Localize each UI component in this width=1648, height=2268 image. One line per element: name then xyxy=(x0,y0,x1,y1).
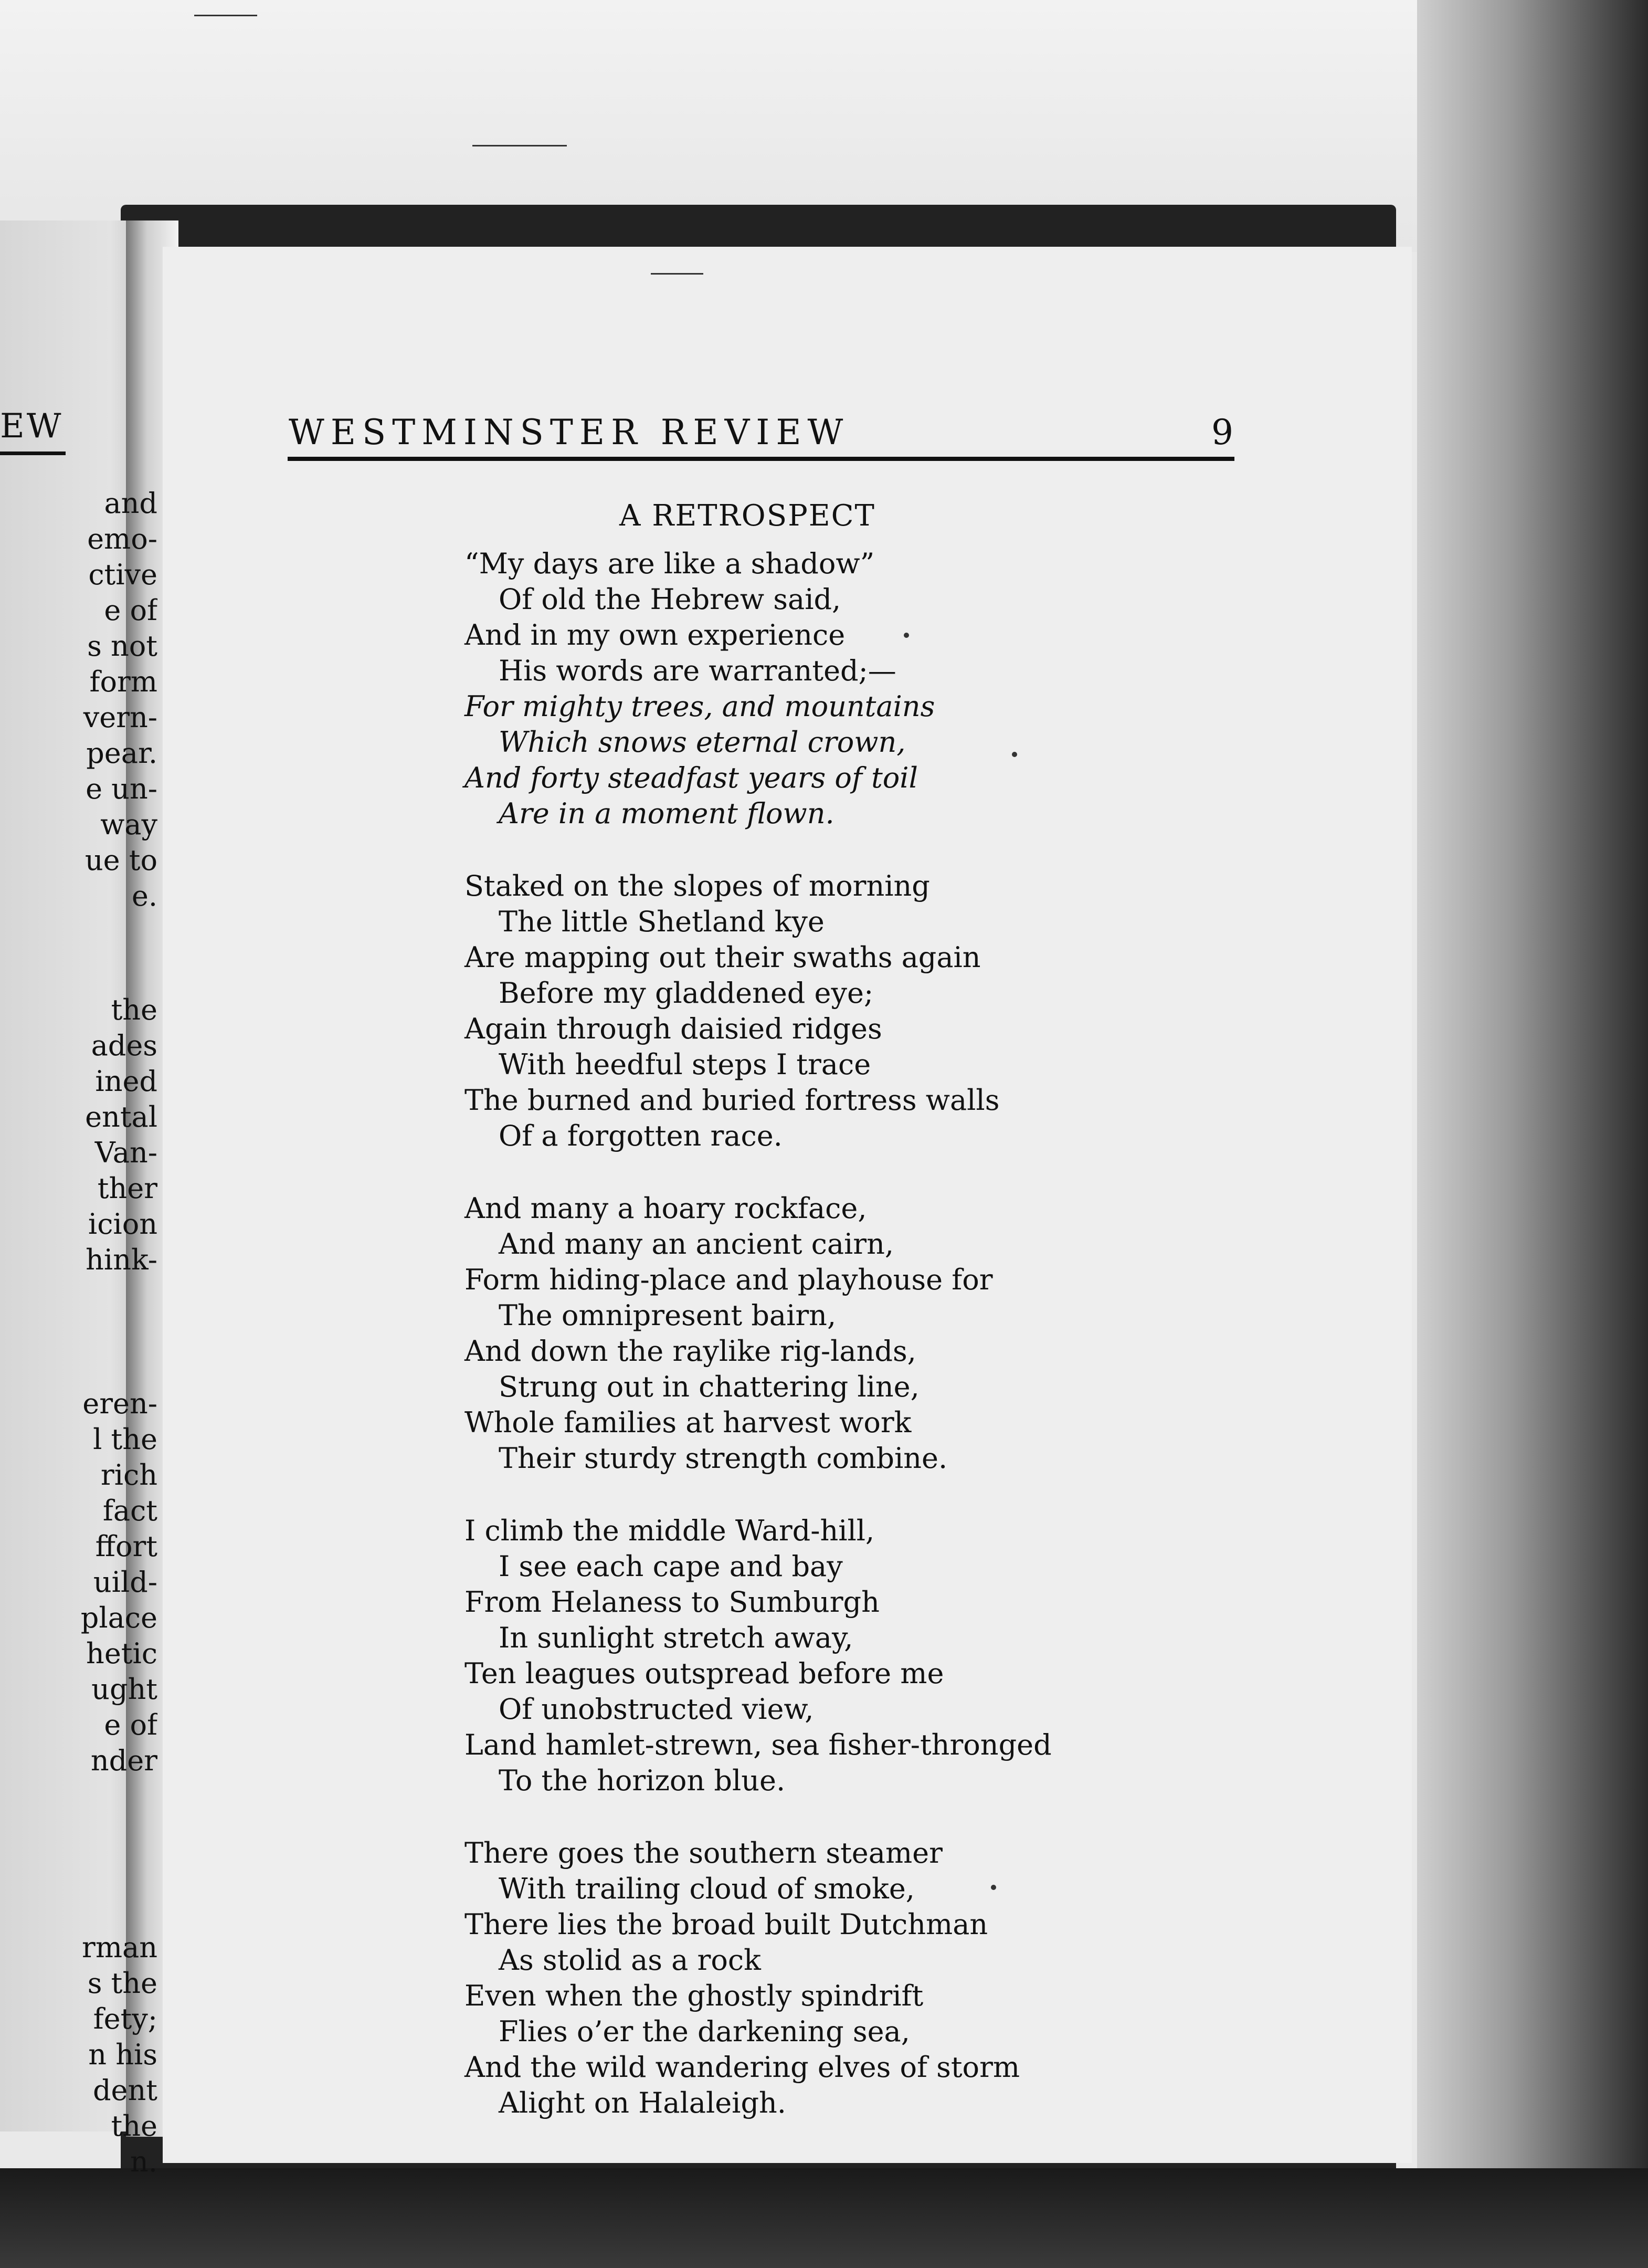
poem-line: I see each cape and bay xyxy=(499,1550,843,1583)
poem-line: And the wild wandering elves of storm xyxy=(464,2051,1020,2084)
left-page-line: ined xyxy=(95,1065,157,1098)
left-page-line: place xyxy=(80,1601,157,1634)
page-number: 9 xyxy=(1211,412,1233,453)
poem-line: For mighty trees, and mountains xyxy=(464,690,935,723)
left-page-line: the xyxy=(111,993,157,1026)
header-rule xyxy=(288,457,1234,461)
stanza xyxy=(464,1513,1252,1799)
left-page-header: EW xyxy=(0,407,64,446)
left-page-text-block xyxy=(0,992,157,1278)
poem-line: “My days are like a shadow” xyxy=(464,547,875,580)
poem-line: Of unobstructed view, xyxy=(499,1693,814,1726)
poem-line: Of old the Hebrew said, xyxy=(499,583,841,616)
left-page-line: fact xyxy=(102,1494,157,1527)
stanza xyxy=(464,868,1252,1154)
poem-line: With trailing cloud of smoke, xyxy=(499,1872,915,1905)
poem-line: Form hiding-place and playhouse for xyxy=(464,1263,993,1296)
left-page-line: ffort xyxy=(95,1530,157,1563)
poem-line: I climb the middle Ward-hill, xyxy=(464,1514,875,1547)
left-page-line: ther xyxy=(97,1172,157,1205)
left-page-line: hink- xyxy=(86,1243,157,1276)
stray-mark xyxy=(472,145,567,146)
poem-line: Are in a moment flown. xyxy=(499,797,834,830)
poem-line: There goes the southern steamer xyxy=(464,1836,943,1870)
poem-line: Flies o’er the darkening sea, xyxy=(499,2015,910,2048)
poem-line: To the horizon blue. xyxy=(499,1764,786,1797)
left-page-line: ught xyxy=(91,1673,157,1706)
left-page-line: e of xyxy=(104,1708,157,1741)
left-page-line: s not xyxy=(87,629,157,663)
stanza xyxy=(464,1191,1252,1476)
left-page-line: emo- xyxy=(87,522,157,555)
poem-line: Before my gladdened eye; xyxy=(499,976,874,1010)
poem-line: Alight on Halaleigh. xyxy=(499,2086,786,2119)
poem-line: His words are warranted;— xyxy=(499,654,896,687)
left-page-line: dent xyxy=(92,2074,157,2107)
left-page-line: l the xyxy=(93,1423,157,1456)
left-page-line: form xyxy=(89,665,157,698)
left-page-line: e. xyxy=(131,879,157,912)
left-page-line: the xyxy=(111,2109,157,2143)
left-page-line: rman xyxy=(82,1931,157,1964)
journal-title: WESTMINSTER REVIEW xyxy=(289,412,850,453)
poem-line: Which snows eternal crown, xyxy=(499,726,906,759)
poem-line: And forty steadfast years of toil xyxy=(464,761,918,794)
poem-line: The burned and buried fortress walls xyxy=(464,1084,1000,1117)
poem-line: And in my own experience xyxy=(464,618,846,652)
left-page-line: n his xyxy=(88,2038,157,2071)
poem-line: Even when the ghostly spindrift xyxy=(464,1979,924,2012)
left-page-line: fety; xyxy=(93,2002,157,2035)
poem-line: Whole families at harvest work xyxy=(464,1406,912,1439)
poem-line: The omnipresent bairn, xyxy=(499,1299,837,1332)
left-page-line: nder xyxy=(90,1744,157,1777)
background-bottom xyxy=(0,2168,1648,2268)
left-page-line: ctive xyxy=(88,558,157,591)
poem-line: The little Shetland kye xyxy=(499,905,825,938)
ink-speck xyxy=(904,633,909,638)
left-page-line: icion xyxy=(88,1208,157,1241)
stanza xyxy=(464,1835,1252,2121)
left-page-line: uild- xyxy=(93,1566,157,1599)
poem-line: From Helaness to Sumburgh xyxy=(464,1586,880,1619)
ink-speck xyxy=(991,1885,996,1890)
left-page-line: rich xyxy=(100,1458,157,1492)
left-page-line: n. xyxy=(130,2145,157,2178)
stray-mark xyxy=(194,15,257,16)
left-page-line: pear. xyxy=(86,737,157,770)
left-page-rule xyxy=(0,452,66,455)
left-page-line: e of xyxy=(104,594,157,627)
background-right xyxy=(1417,0,1648,2268)
poem-line: Land hamlet-strewn, sea fisher-thronged xyxy=(464,1728,1052,1761)
poem-line: Staked on the slopes of morning xyxy=(464,869,930,902)
left-page-line: ental xyxy=(85,1100,157,1133)
left-page-line: vern- xyxy=(83,701,157,734)
left-page-line: s the xyxy=(87,1967,157,2000)
left-page-line: eren- xyxy=(82,1387,157,1420)
poem-line: And many a hoary rockface, xyxy=(464,1192,867,1225)
poem-line: And down the raylike rig-lands, xyxy=(464,1335,916,1368)
poem-line: Are mapping out their swaths again xyxy=(464,941,981,974)
left-page-text-block xyxy=(0,486,157,914)
stray-mark xyxy=(651,273,703,275)
poem-line: Of a forgotten race. xyxy=(499,1119,783,1152)
poem-title: A RETROSPECT xyxy=(619,499,875,533)
poem-body xyxy=(464,546,1252,2158)
poem-line: With heedful steps I trace xyxy=(499,1048,871,1081)
left-page-line: Van- xyxy=(94,1136,157,1169)
poem-line: There lies the broad built Dutchman xyxy=(464,1908,988,1941)
stanza xyxy=(464,546,1252,832)
poem-line: Again through daisied ridges xyxy=(464,1012,882,1045)
poem-line: Ten leagues outspread before me xyxy=(464,1657,944,1690)
poem-line: Strung out in chattering line, xyxy=(499,1370,920,1403)
poem-line: As stolid as a rock xyxy=(499,1944,761,1977)
left-page-text-block xyxy=(0,1930,157,2180)
left-page-line: e un- xyxy=(86,772,157,805)
left-page-line: ue to xyxy=(84,844,157,877)
left-page-line: hetic xyxy=(86,1637,157,1670)
left-page-line: and xyxy=(104,487,157,520)
left-page-line: way xyxy=(100,808,157,841)
running-header xyxy=(289,412,1233,459)
ink-speck xyxy=(1012,752,1017,757)
poem-line: And many an ancient cairn, xyxy=(499,1227,894,1261)
poem-line: In sunlight stretch away, xyxy=(499,1621,853,1654)
left-page-line: ades xyxy=(91,1029,157,1062)
left-page-text-block xyxy=(0,1386,157,1779)
poem-line: Their sturdy strength combine. xyxy=(499,1442,948,1475)
